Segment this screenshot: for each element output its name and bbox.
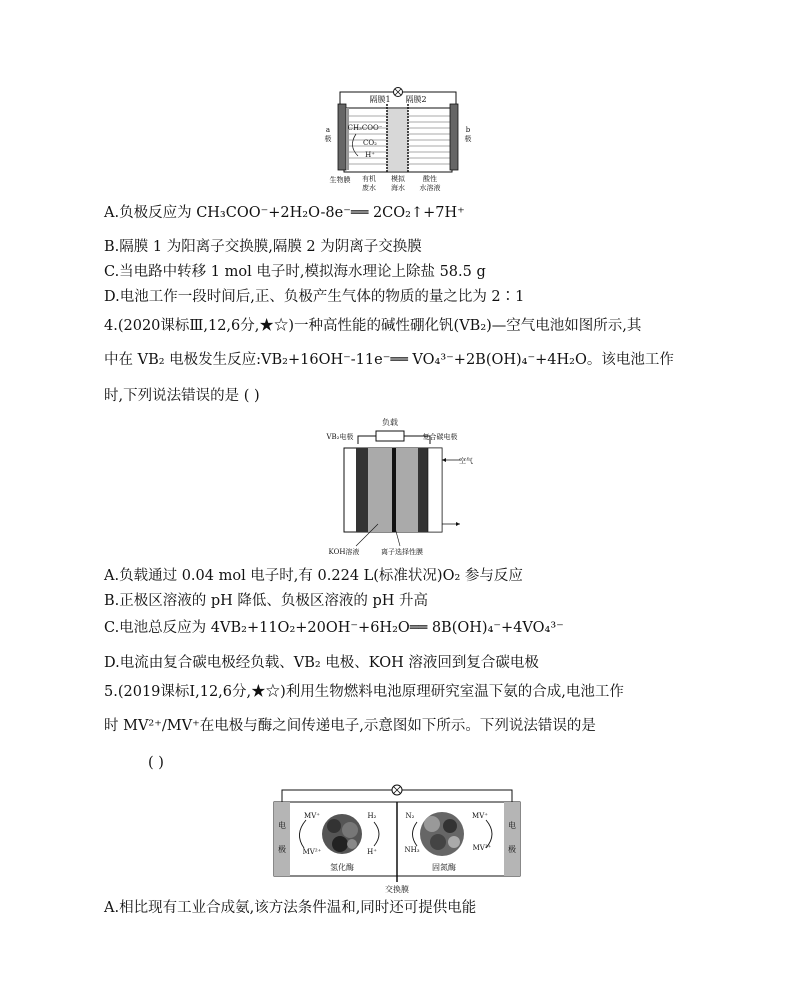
nitrogenase-label: 固氮酶 (432, 863, 456, 872)
q5-stem-line1: 5.(2019课标Ⅰ,12,6分,★☆)利用生物燃料电池原理研究室温下氨的合成,电池工作 (104, 684, 624, 700)
hydrogenase-enzyme-icon (322, 814, 362, 854)
electrode-a-label: a (325, 126, 331, 134)
membrane2-label: 隔膜2 (405, 95, 427, 104)
q4-option-b: B.正极区溶液的 pH 降低、负极区溶液的 pH 升高 (104, 593, 429, 609)
koh-label: KOH溶液 (328, 548, 360, 556)
h-plus-label: H⁺ (367, 848, 377, 856)
load-resistor (376, 431, 404, 441)
mv2-left: MV²⁺ (302, 848, 322, 856)
q4-option-a: A.负载通过 0.04 mol 电子时,有 0.224 L(标准状况)O₂ 参与反应 (104, 568, 523, 584)
label-acid: 酸性 (423, 175, 437, 183)
ion-h: H⁺ (365, 151, 375, 159)
label-biofilm: 生物膜 (329, 176, 351, 184)
electrode-b (450, 104, 458, 170)
hydrogenase-label: 氢化酶 (330, 863, 354, 872)
nitrogenase-enzyme-icon (420, 812, 464, 856)
q5-stem-line2: 时 MV²⁺/MV⁺在电极与酶之间传递电子,示意图如下所示。下列说法错误的是 (104, 718, 596, 734)
exchange-membrane-label: 交换膜 (385, 885, 409, 894)
lamp-icon (392, 785, 402, 795)
figure-microbial-desalination-cell (318, 86, 478, 194)
q4-option-c: C.电池总反应为 4VB₂+11O₂+20OH⁻+6H₂O══ 8B(OH)₄⁻+4VO₄³⁻ (104, 620, 564, 636)
carbon-electrode-label: 复合碳电极 (422, 433, 458, 441)
q5-stem-line3: ( ) (148, 755, 164, 771)
electrode-right-label: 电 (508, 821, 516, 830)
mv-plus-right: MV⁺ (472, 812, 488, 820)
electrode-a-label2: 极 (324, 135, 332, 143)
ion-ch3coo: CH₃COO⁻ (347, 124, 383, 132)
air-label: 空气 (459, 457, 473, 465)
label-seawater-2: 海水 (391, 184, 405, 192)
vb2-electrode-label: VB₂电极 (326, 433, 354, 441)
q4-stem-line3: 时,下列说法错误的是 ( ) (104, 388, 260, 404)
q4-stem-line1: 4.(2020课标Ⅲ,12,6分,★☆)一种高性能的碱性硼化钒(VB₂)—空气电池如图所示,其 (104, 318, 642, 334)
label-seawater: 模拟 (391, 175, 405, 183)
n2-label: N₂ (405, 812, 415, 820)
q5-option-a: A.相比现有工业合成氨,该方法条件温和,同时还可提供电能 (104, 900, 477, 916)
lamp-icon (394, 88, 403, 97)
electrode-right (504, 802, 520, 876)
q3-option-b: B.隔膜 1 为阳离子交换膜,隔膜 2 为阴离子交换膜 (104, 239, 422, 255)
mv2-right: MV²⁺ (472, 844, 492, 852)
label-acid-2: 水溶液 (419, 184, 441, 192)
figure-bio-fuel-cell (272, 778, 522, 896)
membrane1-label: 隔膜1 (369, 95, 391, 104)
q3-option-a: A.负极反应为 CH₃COO⁻+2H₂O-8e⁻══ 2CO₂↑+7H⁺ (104, 205, 465, 221)
ion-co2: CO₂ (363, 139, 377, 147)
electrode-right-label2: 极 (508, 845, 516, 854)
load-label: 负载 (382, 418, 398, 427)
q4-stem-line2: 中在 VB₂ 电极发生反应:VB₂+16OH⁻-11e⁻══ VO₄³⁻+2B(OH)₄⁻+4H₂O。该电池工作 (104, 352, 674, 368)
q4-option-d: D.电流由复合碳电极经负载、VB₂ 电极、KOH 溶液回到复合碳电极 (104, 655, 539, 671)
electrode-b-label: b (465, 126, 471, 134)
membrane-label: 离子选择性膜 (381, 548, 423, 556)
electrode-b-label2: 极 (464, 135, 472, 143)
nh3-label: NH₃ (404, 846, 420, 854)
figure-vb2-air-battery (322, 414, 478, 560)
q3-option-c: C.当电路中转移 1 mol 电子时,模拟海水理论上除盐 58.5 g (104, 264, 486, 280)
q3-option-d: D.电池工作一段时间后,正、负极产生气体的物质的量之比为 2∶1 (104, 289, 525, 305)
h2-label: H₂ (367, 812, 377, 820)
label-organic-2: 废水 (362, 184, 376, 192)
electrode-left-label: 电 (278, 821, 286, 830)
mv-plus-left: MV⁺ (304, 812, 320, 820)
electrode-left-label2: 极 (278, 845, 286, 854)
electrode-a (338, 104, 346, 170)
label-organic: 有机 (362, 175, 376, 183)
electrode-left (274, 802, 290, 876)
